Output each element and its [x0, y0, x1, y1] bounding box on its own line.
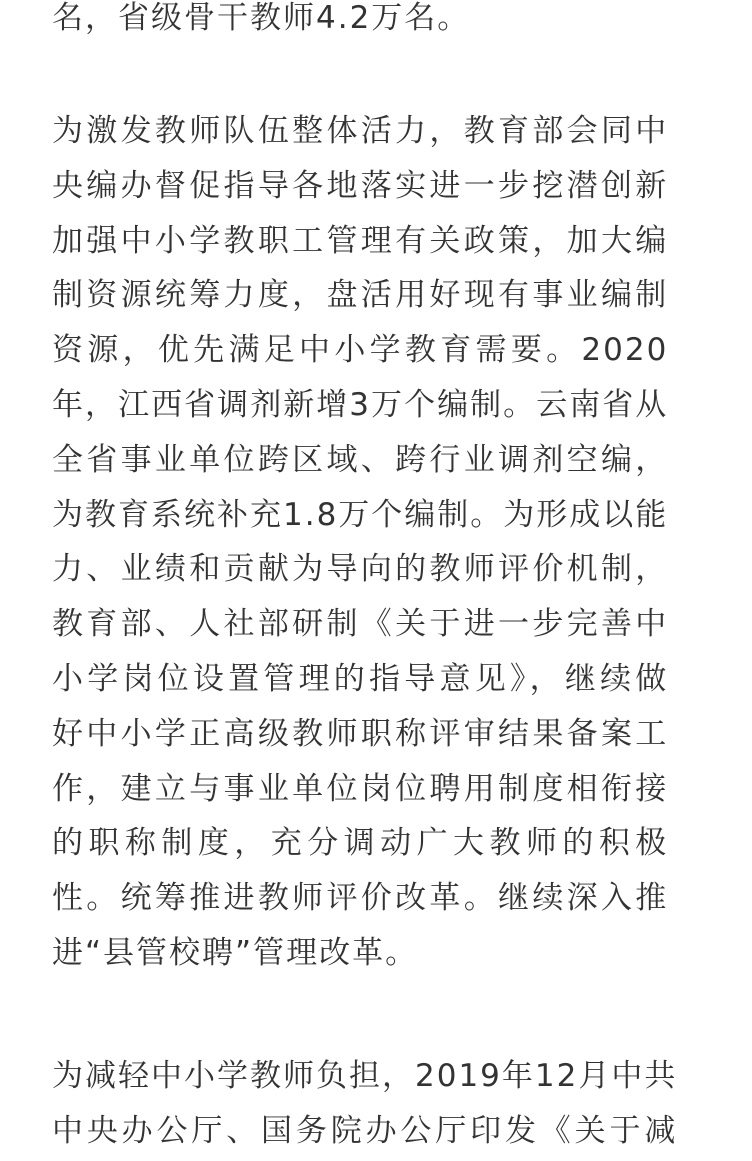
text-line: 好中小学正高级教师职称评审结果备案工: [52, 715, 669, 752]
text-line: 中央办公厅、国务院办公厅印发《关于减: [52, 1112, 678, 1149]
text-line: 年，江西省调剂新增3万个编制。云南省从: [52, 386, 669, 423]
text-line: 名，省级骨干教师4.2万名。: [52, 0, 471, 36]
text-line: 为减轻中小学教师负担，2019年12月中共: [52, 1058, 678, 1094]
text-line: 全省事业单位跨区域、跨行业调剂空编，: [52, 441, 669, 478]
text-line: 性。统筹推进教师评价改革。继续深入推: [52, 880, 669, 917]
text-line: 教育部、人社部研制《关于进一步完善中: [52, 606, 669, 643]
text-line: 制资源统筹力度，盘活用好现有事业编制: [52, 277, 669, 314]
text-line: 资源，优先满足中小学教育需要。2020: [52, 332, 669, 369]
text-line: 的职称制度，充分调动广大教师的积极: [52, 825, 669, 862]
text-line: 小学岗位设置管理的指导意见》，继续做: [52, 660, 669, 697]
text-line: 力、业绩和贡献为导向的教师评价机制，: [52, 551, 669, 588]
text-line: 为教育系统补充1.8万个编制。为形成以能: [52, 496, 669, 533]
text-line: 央编办督促指导各地落实进一步挖潜创新: [52, 167, 669, 204]
text-line: 作，建立与事业单位岗位聘用制度相衔接: [52, 770, 669, 807]
text-line: 为激发教师队伍整体活力，教育部会同中: [52, 113, 669, 149]
paragraph-3: [52, 1049, 677, 1159]
paragraph-1: [52, 0, 470, 46]
text-line: 进“县管校聘”管理改革。: [52, 934, 419, 971]
paragraph-2: [52, 104, 668, 981]
text-line: 加强中小学教职工管理有关政策，加大编: [52, 222, 669, 259]
